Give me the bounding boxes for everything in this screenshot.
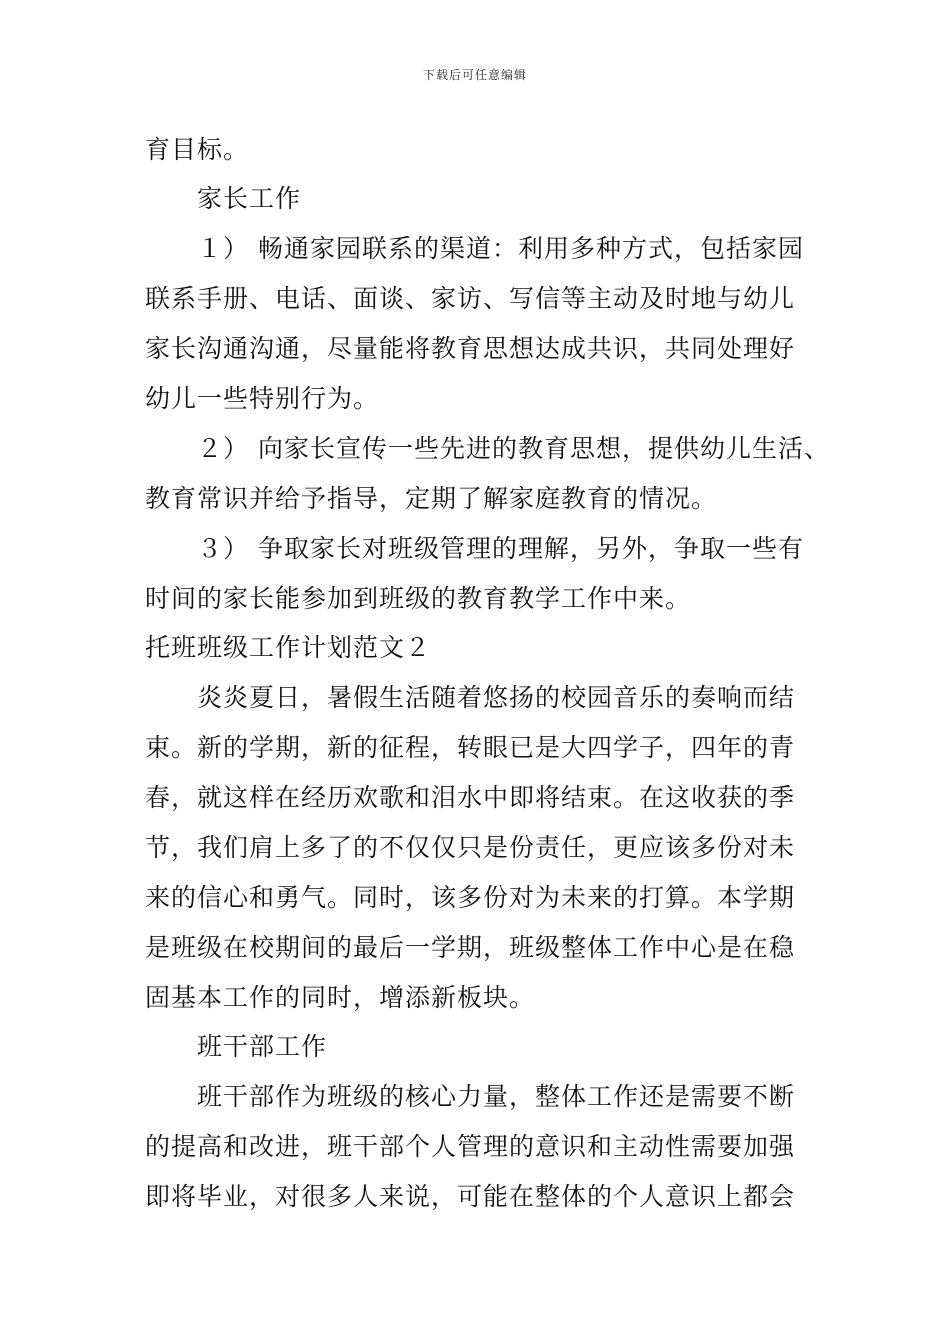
text-line: 幼儿一些特别行为。 xyxy=(145,384,380,413)
text-line: 束。新的学期，新的征程，转眼已是大四学子，四年的青 xyxy=(145,733,796,762)
text-line: 的提高和改进，班干部个人管理的意识和主动性需要加强 xyxy=(145,1132,796,1161)
text-line: 固基本工作的同时，增添新板块。 xyxy=(145,983,536,1012)
text-line: 班干部作为班级的核心力量，整体工作还是需要不断 xyxy=(197,1082,796,1111)
text-line: 育目标。 xyxy=(145,135,250,164)
text-line: 教育常识并给予指导，定期了解家庭教育的情况。 xyxy=(145,484,718,513)
text-line: 来的信心和勇气。同时，该多份对为未来的打算。本学期 xyxy=(145,883,796,912)
text-line: 联系手册、电话、面谈、家访、写信等主动及时地与幼儿 xyxy=(145,284,796,313)
text-line: 节，我们肩上多了的不仅仅只是份责任，更应该多份对未 xyxy=(145,833,796,862)
text-line: 是班级在校期间的最后一学期，班级整体工作中心是在稳 xyxy=(145,933,796,962)
page-header: 下载后可任意编辑 xyxy=(422,68,527,82)
section-heading: 家长工作 xyxy=(197,184,302,213)
text-line: ２） 向家长宣传一些先进的教育思想，提供幼儿生活、 xyxy=(197,434,830,463)
text-line: ３） 争取家长对班级管理的理解，另外，争取一些有 xyxy=(197,534,804,563)
text-line: １） 畅通家园联系的渠道：利用多种方式，包括家园 xyxy=(197,234,804,263)
article-title: 托班班级工作计划范文２ xyxy=(145,633,432,662)
section-heading: 班干部工作 xyxy=(197,1032,328,1061)
text-line: 即将毕业，对很多人来说，可能在整体的个人意识上都会 xyxy=(145,1182,796,1211)
text-line: 时间的家长能参加到班级的教育教学工作中来。 xyxy=(145,584,692,613)
text-line: 家长沟通沟通，尽量能将教育思想达成共识，共同处理好 xyxy=(145,334,796,363)
text-line: 炎炎夏日，暑假生活随着悠扬的校园音乐的奏响而结 xyxy=(197,683,796,712)
text-line: 春，就这样在经历欢歌和泪水中即将结束。在这收获的季 xyxy=(145,783,796,812)
